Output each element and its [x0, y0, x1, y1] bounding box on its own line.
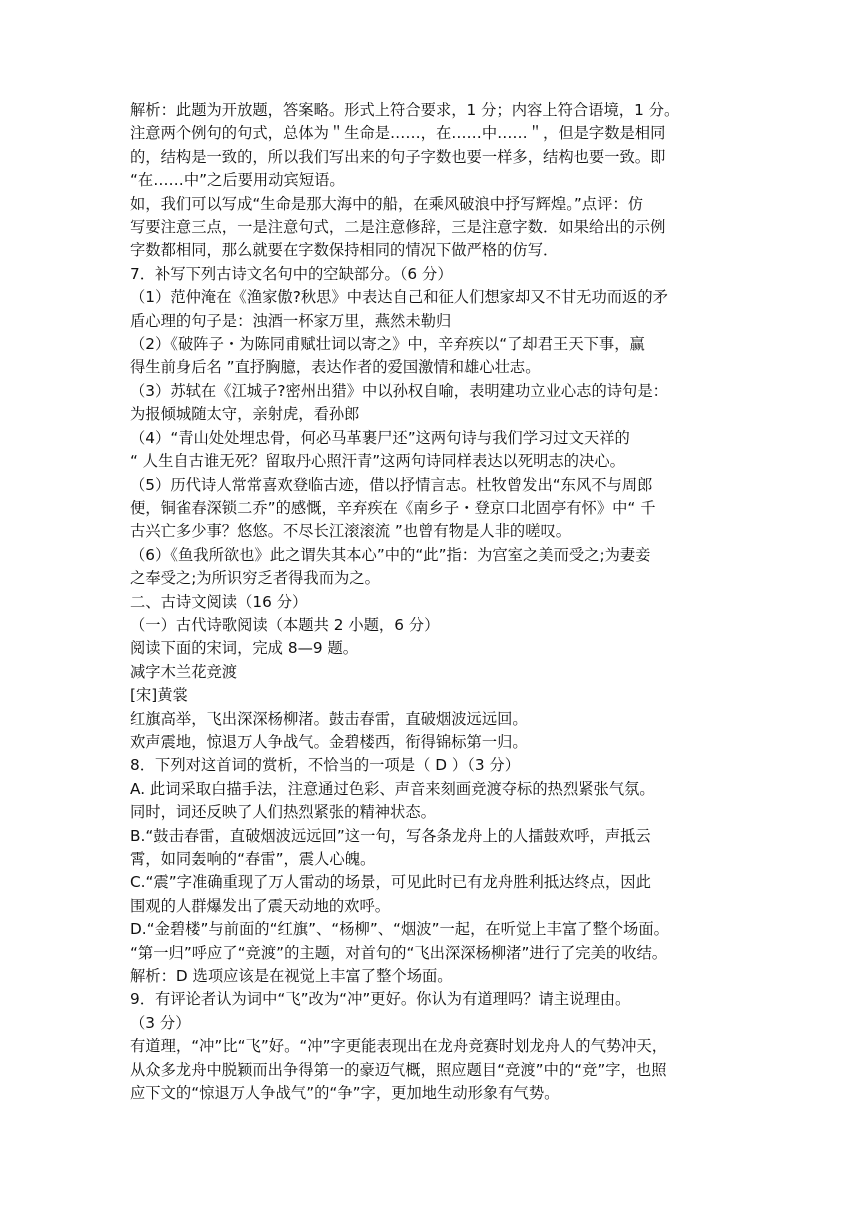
analysis-open-question: 解析：此题为开放题，答案略。形式上符合要求，1 分；内容上符合语境，1 分。: [130, 101, 680, 119]
question-7-item-4: （4）“青山处处埋忠骨，何必马革裹尸还”这两句诗与我们学习过文天祥的: [130, 428, 630, 447]
question-9-answer-1: 有道理，“冲”比“飞”好。“冲”字更能表现出在龙舟竞赛时划龙舟人的气势冲天，: [130, 1037, 668, 1056]
question-7-item-2: （2）《破阵子・为陈同甫赋壮词以寄之》中，辛弃疾以“了却君王天下事，赢: [130, 335, 645, 354]
question-7-item-6-cont: 之奉受之;为所识穷乏者得我而为之。: [130, 569, 380, 588]
question-9-title: 9．有评论者认为词中“飞”改为“冲”更好。你认为有道理吗？请主说理由。: [130, 990, 631, 1009]
document-page: [130, 99, 735, 1105]
poem-author: [宋]黄裳: [130, 686, 188, 705]
poem-stanza-1: 红旗高举，飞出深深杨柳渚。鼓击春雷，直破烟波远远回。: [130, 709, 528, 728]
subsection-poetry-heading: （一）古代诗歌阅读（本题共 2 小题，6 分）: [130, 615, 440, 634]
question-7-item-3-answer: 为报倾城随太守，亲射虎，看孙郎: [130, 405, 360, 424]
analysis-structure: 的，结构是一致的，所以我们写出来的句子字数也要一样多，结构也要一致。即: [130, 147, 666, 166]
question-8-option-a-cont: 同时，词还反映了人们热烈紧张的精神状态。: [130, 803, 436, 822]
analysis-verb-phrase: “在……中”之后要用动宾短语。: [130, 171, 345, 190]
question-7-item-1-answer: 盾心理的句子是：浊酒一杯家万里，燕然未勒归: [130, 311, 452, 330]
question-7-item-2-cont: 得生前身后名 ”直抒胸臆，表达作者的爱国激情和雄心壮志。: [130, 358, 541, 377]
question-8-option-b-cont: 霄，如同轰响的“春雷”，震人心魄。: [130, 850, 376, 868]
comment-strict-imitation: 字数都相同，那么就要在字数保持相同的情况下做严格的仿写．: [130, 241, 559, 260]
question-7-title: 7．补写下列古诗文名句中的空缺部分。（6 分）: [130, 264, 453, 283]
question-8-option-d: D.“金碧楼”与前面的“红旗”、“杨柳”、“烟波”一起，在听觉上丰富了整个场面。: [130, 920, 669, 939]
reading-instruction: 阅读下面的宋词，完成 8—9 题。: [130, 639, 359, 658]
poem-stanza-2: 欢声震地，惊退万人争战气。金碧楼西，衔得锦标第一归。: [130, 732, 528, 751]
question-9-score: （3 分）: [130, 1013, 191, 1032]
section-2-heading: 二、古诗文阅读（16 分）: [130, 592, 308, 611]
question-7-item-4-cont: “ 人生自古谁无死？留取丹心照汗青”这两句诗同样表达以死明志的决心。: [130, 452, 625, 471]
question-8-option-b: B.“鼓击春雷，直破烟波远远回”这一句，写各条龙舟上的人擂鼓欢呼，声抵云: [130, 826, 651, 845]
analysis-sentence-pattern: 注意两个例句的句式，总体为＂生命是……，在……中……＂，但是字数是相同: [130, 124, 666, 143]
question-7-item-1: （1）范仲淹在《渔家傲?秋思》中表达自己和征人们想家却又不甘无功而返的矛: [130, 288, 668, 307]
question-7-item-5-cont: 便，铜雀春深锁二乔”的感慨，辛弃疾在《南乡子・登京口北固亭有怀》中“ 千: [130, 498, 656, 517]
question-7-item-6: （6）《鱼我所欲也》此之谓失其本心”中的“此”指：为宫室之美而受之;为妻妾: [130, 545, 651, 564]
poem-title: 减字木兰花竞渡: [130, 662, 238, 681]
comment-three-points: 写要注意三点，一是注意句式，二是注意修辞，三是注意字数．如果给出的示例: [130, 218, 666, 237]
question-8-option-d-cont: “第一归”呼应了“竞渡”的主题，对首句的“飞出深深杨柳渚”进行了完美的收结。: [130, 943, 668, 962]
question-7-item-5: （5）历代诗人常常喜欢登临古迹，借以抒情言志。杜牧曾发出“东风不与周郎: [130, 475, 653, 494]
question-8-option-c: C.“震”字准确重现了万人雷动的场景，可见此时已有龙舟胜利抵达终点，因此: [130, 873, 651, 892]
question-7-item-3: （3）苏轼在《江城子?密州出猎》中以孙权自喻，表明建功立业心志的诗句是：: [130, 381, 668, 400]
question-8-option-a: A. 此词采取白描手法，注意通过色彩、声音来刻画竞渡夺标的热烈紧张气氛。: [130, 779, 655, 798]
question-9-answer-3: 应下文的“惊退万人争战气”的“争”字，更加地生动形象有气势。: [130, 1084, 560, 1103]
question-7-item-5-end: 古兴亡多少事？悠悠。不尽长江滚滚流 ”也曾有物是人非的嗟叹。: [130, 522, 572, 541]
question-8-analysis: 解析：D 选项应该是在视觉上丰富了整个场面。: [130, 967, 453, 986]
question-8-option-c-cont: 围观的人群爆发出了震天动地的欢呼。: [130, 896, 391, 915]
question-8-title: 8．下列对这首词的赏析，不恰当的一项是（ D ）（3 分）: [130, 756, 521, 775]
example-sentence: 如，我们可以写成“生命是那大海中的船，在乘风破浪中抒写辉煌。”点评：仿: [130, 194, 643, 213]
question-9-answer-2: 从众多龙舟中脱颖而出争得第一的豪迈气概，照应题目“竞渡”中的“竞”字，也照: [130, 1060, 667, 1079]
